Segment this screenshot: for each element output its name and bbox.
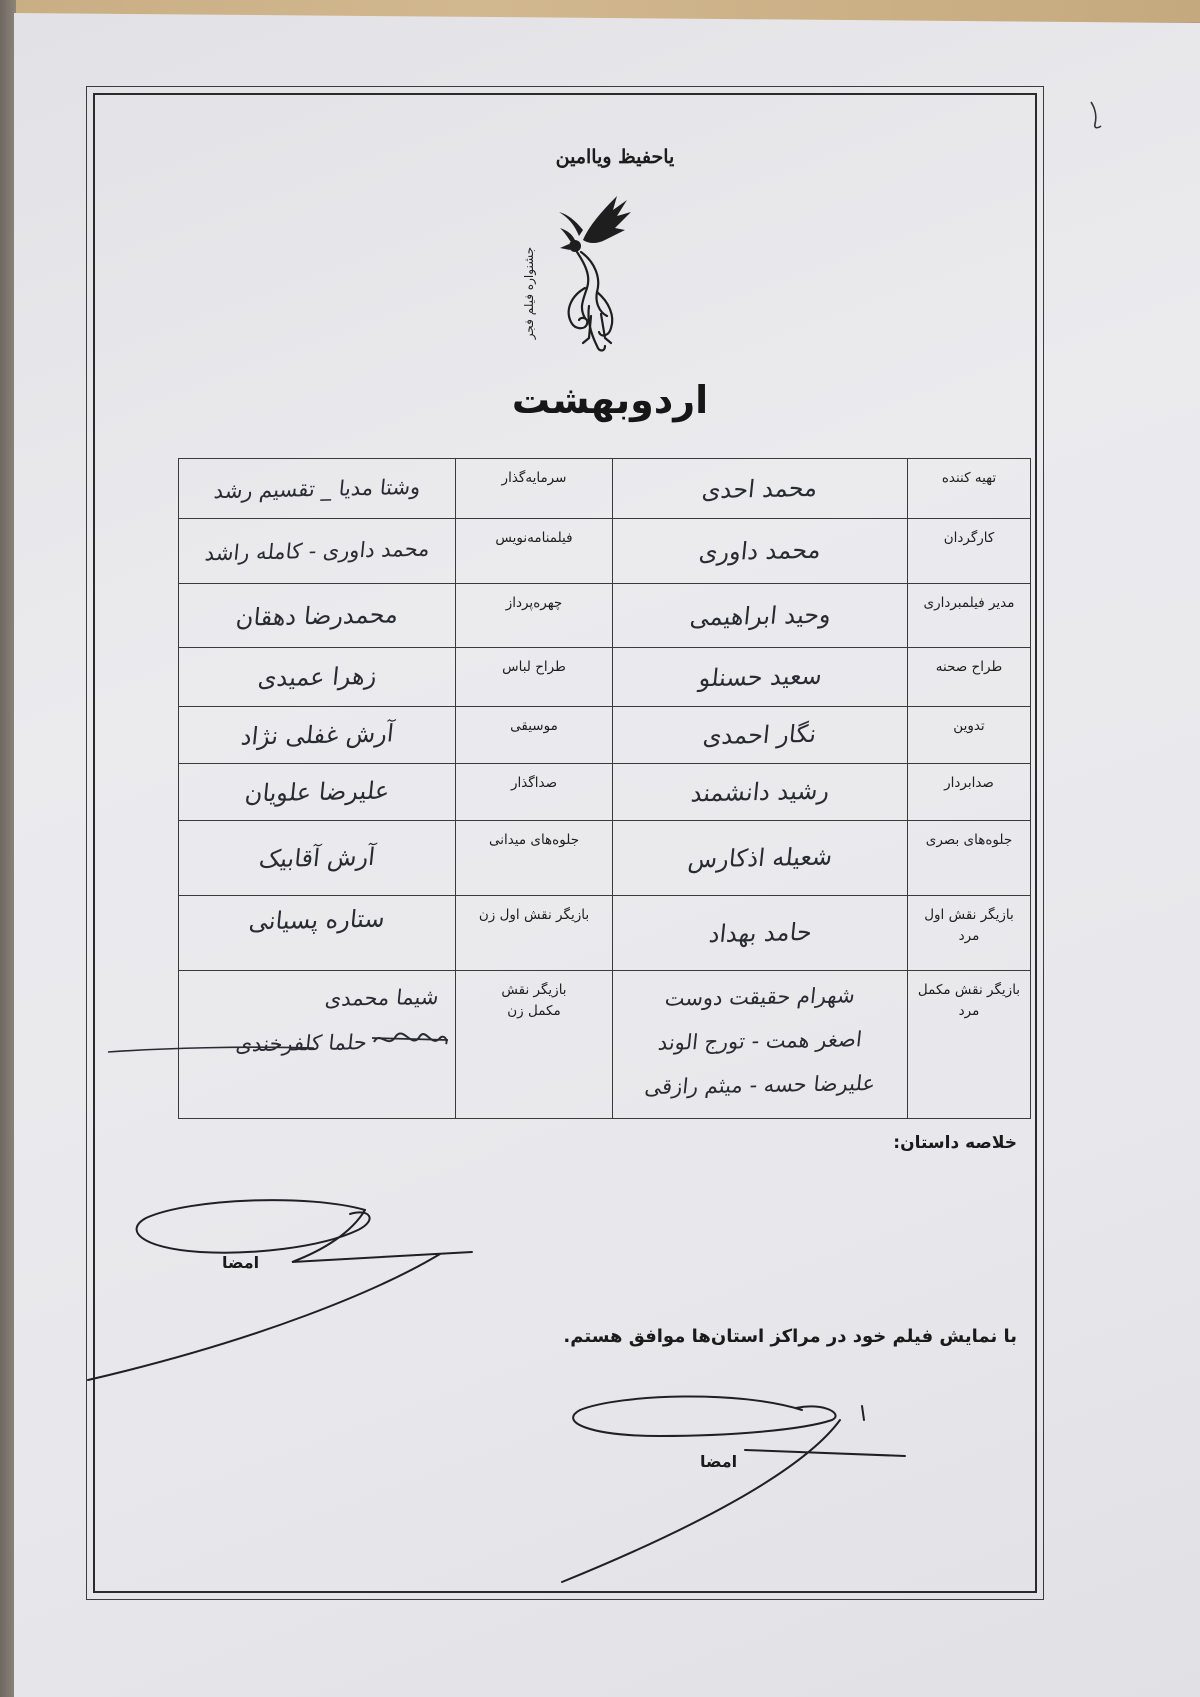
credits-row <box>179 764 1031 821</box>
role-label: طراح صحنه <box>908 648 1031 707</box>
role-label: بازیگر نقش اول زن <box>456 896 613 971</box>
role-label: بازیگر نقش مکمل مرد <box>908 971 1031 1119</box>
handwritten-name: سعید حسنلو <box>697 661 823 693</box>
logo-lettering: جشنواره فیلم فجر <box>522 246 536 340</box>
name-cell <box>179 821 456 896</box>
name-cell <box>613 764 908 821</box>
handwritten-name: محمد احدی <box>700 473 820 504</box>
handwritten-name: زهرا عمیدی <box>256 661 378 693</box>
handwritten-name: شعیله اذکارس <box>686 842 834 874</box>
role-label: چهره‌پرداز <box>456 584 613 648</box>
name-cell <box>613 648 908 707</box>
name-cell <box>179 707 456 764</box>
credits-row <box>179 896 1031 971</box>
handwritten-name-list <box>613 971 907 1107</box>
credits-row <box>179 584 1031 648</box>
handwritten-name: علیرضا حسه - میثم رازقی <box>643 1070 877 1100</box>
handwritten-name: محمد داوری <box>697 535 823 567</box>
role-label: موسیقی <box>456 707 613 764</box>
role-label: بازیگر نقش اول مرد <box>908 896 1031 971</box>
credits-row <box>179 648 1031 707</box>
signature-1 <box>80 1180 510 1400</box>
name-cell <box>179 648 456 707</box>
story-summary-label: خلاصه داستان: <box>893 1133 1017 1153</box>
role-label: فیلمنامه‌نویس <box>456 519 613 584</box>
name-cell <box>613 519 908 584</box>
name-cell <box>179 519 456 584</box>
credits-row <box>179 821 1031 896</box>
name-cell <box>179 584 456 648</box>
handwritten-name: آرش غفلی نژاد <box>239 719 395 751</box>
handwritten-name: علیرضا علویان <box>243 776 391 808</box>
role-label: طراح لباس <box>456 648 613 707</box>
credits-row <box>179 519 1031 584</box>
handwritten-name: حلما کلفرخندی <box>234 1030 369 1057</box>
role-label: تهیه کننده <box>908 459 1031 519</box>
name-cell <box>613 971 908 1119</box>
name-cell <box>613 821 908 896</box>
role-label: سرمایه‌گذار <box>456 459 613 519</box>
handwritten-name: اصغر همت - تورج الوند <box>656 1027 864 1055</box>
pen-mark <box>1085 98 1109 132</box>
handwritten-name: شهرام حقیقت دوست <box>663 983 857 1011</box>
name-cell <box>179 764 456 821</box>
handwritten-name: نگار احمدی <box>701 719 819 751</box>
role-label: جلوه‌های بصری <box>908 821 1031 896</box>
signature-label: امضا <box>222 1253 260 1272</box>
credits-row <box>179 707 1031 764</box>
handwritten-name: محمدرضا دهقان <box>234 599 400 632</box>
handwritten-name: وحید ابراهیمی <box>688 599 832 632</box>
consent-statement: با نمایش فیلم خود در مراکز استان‌ها موافق هستم. <box>563 1326 1017 1347</box>
name-cell <box>613 584 908 648</box>
name-cell <box>179 459 456 519</box>
handwritten-name: شیما محمدی <box>323 984 440 1011</box>
role-label: صداگذار <box>456 764 613 821</box>
role-label: جلوه‌های میدانی <box>456 821 613 896</box>
name-cell <box>613 459 908 519</box>
name-cell <box>613 707 908 764</box>
role-label: کارگردان <box>908 519 1031 584</box>
role-label: صدابردار <box>908 764 1031 821</box>
handwritten-name: حامد بهداد <box>707 917 813 949</box>
name-cell <box>179 896 456 971</box>
signature-label: امضا <box>700 1452 738 1471</box>
role-label: تدوین <box>908 707 1031 764</box>
credits-table <box>178 458 1031 1119</box>
handwritten-name: آرش آقابیک <box>257 842 377 874</box>
signature-2 <box>540 1380 940 1592</box>
handwritten-name: ستاره پسیانی <box>247 904 387 936</box>
handwritten-name: محمد داوری - کامله راشد <box>203 536 431 566</box>
film-title: اردوبهشت <box>511 378 709 422</box>
handwritten-name: رشید دانشمند <box>689 776 831 808</box>
credits-row <box>179 459 1031 519</box>
fajr-simorgh-logo-icon <box>505 188 675 363</box>
role-label: بازیگر نقش مکمل زن <box>456 971 613 1119</box>
name-cell <box>613 896 908 971</box>
invocation-heading: یاحفیظ ویاامین <box>555 146 675 168</box>
role-label: مدیر فیلمبرداری <box>908 584 1031 648</box>
desk-edge-shadow <box>0 0 16 1697</box>
handwritten-name: وشتا مدیا _ تقسیم رشد <box>212 474 422 503</box>
handwriting-underline-stroke <box>104 1038 394 1062</box>
